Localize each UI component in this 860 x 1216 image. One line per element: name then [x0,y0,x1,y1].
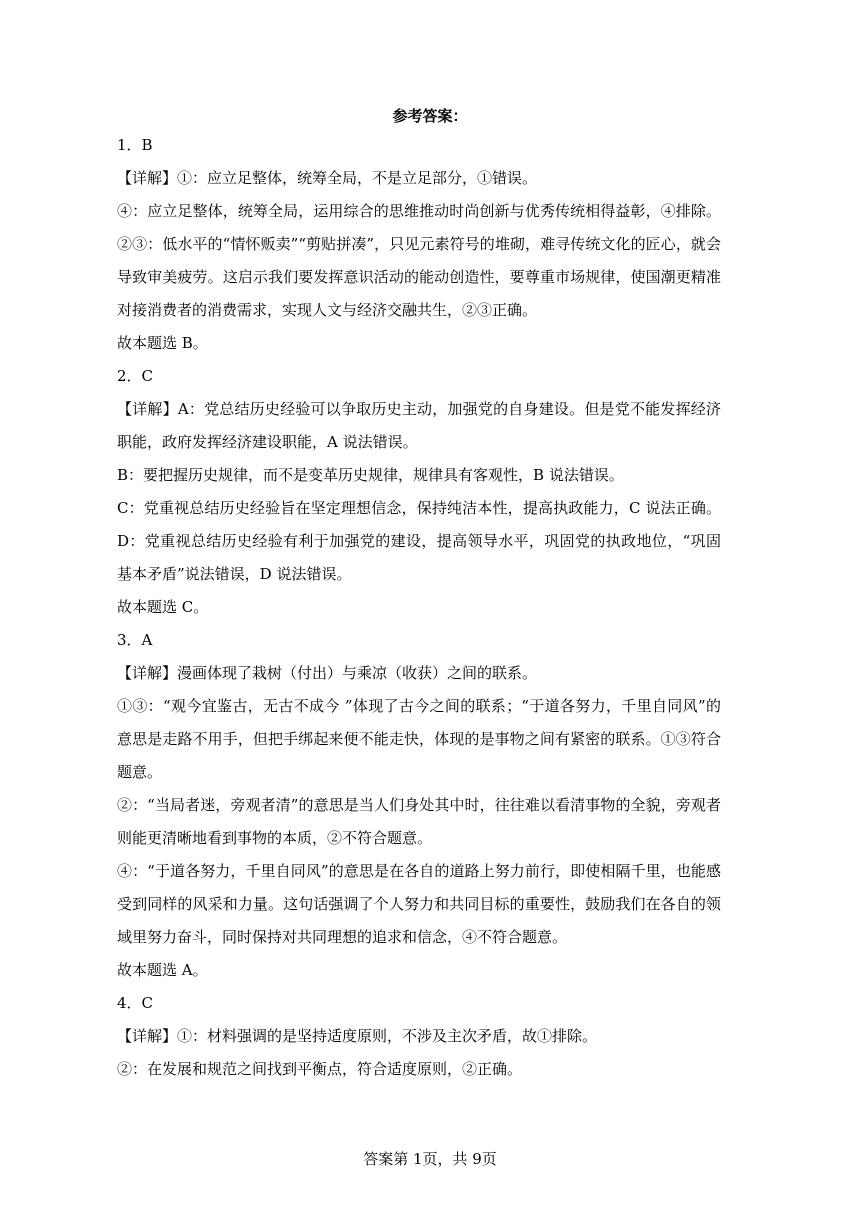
text-line: ④：应立足整体，统筹全局，运用综合的思维推动时尚创新与优秀传统相得益彰，④排除。 [117,202,721,220]
text-line: ②：“当局者迷，旁观者清”的意思是当人们身处其中时，往往难以看清事物的全貌，旁观者 [117,796,721,814]
text-line: 【详解】A：党总结历史经验可以争取历史主动，加强党的自身建设。但是党不能发挥经济 [117,400,721,418]
text-line: D：党重视总结历史经验有利于加强党的建设，提高领导水平，巩固党的执政地位，“巩固 [117,532,721,550]
text-line: 则能更清晰地看到事物的本质，②不符合题意。 [117,829,433,847]
text-line: 3．A [117,631,153,649]
text-line: 【详解】①：应立足整体，统筹全局，不是立足部分，①错误。 [117,169,538,187]
text-line: 导致审美疲劳。这启示我们要发挥意识活动的能动创造性，要尊重市场规律，使国潮更精准 [117,268,721,286]
text-line: 2．C [117,367,154,385]
text-line: C：党重视总结历史经验旨在坚定理想信念，保持纯洁本性，提高执政能力，C 说法正确。 [117,499,721,517]
answer-body [117,133,721,1090]
text-line: 故本题选 B。 [117,334,208,352]
text-line: ④：“于道各努力，千里自同风”的意思是在各自的道路上努力前行，即使相隔千里，也能感 [117,862,721,880]
text-line: B：要把握历史规律，而不是变革历史规律，规律具有客观性，B 说法错误。 [117,466,624,484]
text-line: 【详解】漫画体现了栽树（付出）与乘凉（收获）之间的联系。 [117,664,538,682]
page-footer: 答案第 1页，共 9页 [363,1150,497,1168]
text-line: 基本矛盾”说法错误，D 说法错误。 [117,565,352,583]
text-line: 1．B [117,136,153,154]
text-line: 域里努力奋斗，同时保持对共同理想的追求和信念，④不符合题意。 [117,928,568,946]
text-line: ②：在发展和规范之间找到平衡点，符合适度原则，②正确。 [117,1060,523,1078]
text-line: 【详解】①：材料强调的是坚持适度原则，不涉及主次矛盾，故①排除。 [117,1027,598,1045]
text-line: 题意。 [117,763,163,781]
text-line: ①③：“观今宜鉴古，无古不成今 ”体现了古今之间的联系；“于道各努力，千里自同风”的 [117,697,721,715]
page-title: 参考答案： [392,107,468,125]
text-line: 职能，政府发挥经济建设职能，A 说法错误。 [117,433,418,451]
text-line: ②③：低水平的“情怀贩卖”“剪贴拼凑”，只见元素符号的堆砌，难寻传统文化的匠心，就会 [117,235,721,253]
text-line: 故本题选 A。 [117,961,208,979]
text-line: 对接消费者的消费需求，实现人文与经济交融共生，②③正确。 [117,301,538,319]
text-line: 4．C [117,994,154,1012]
text-line: 受到同样的风采和力量。这句话强调了个人努力和共同目标的重要性，鼓励我们在各自的领 [117,895,721,913]
text-line: 故本题选 C。 [117,598,209,616]
text-line: 意思是走路不用手，但把手绑起来便不能走快，体现的是事物之间有紧密的联系。①③符合 [117,730,721,748]
